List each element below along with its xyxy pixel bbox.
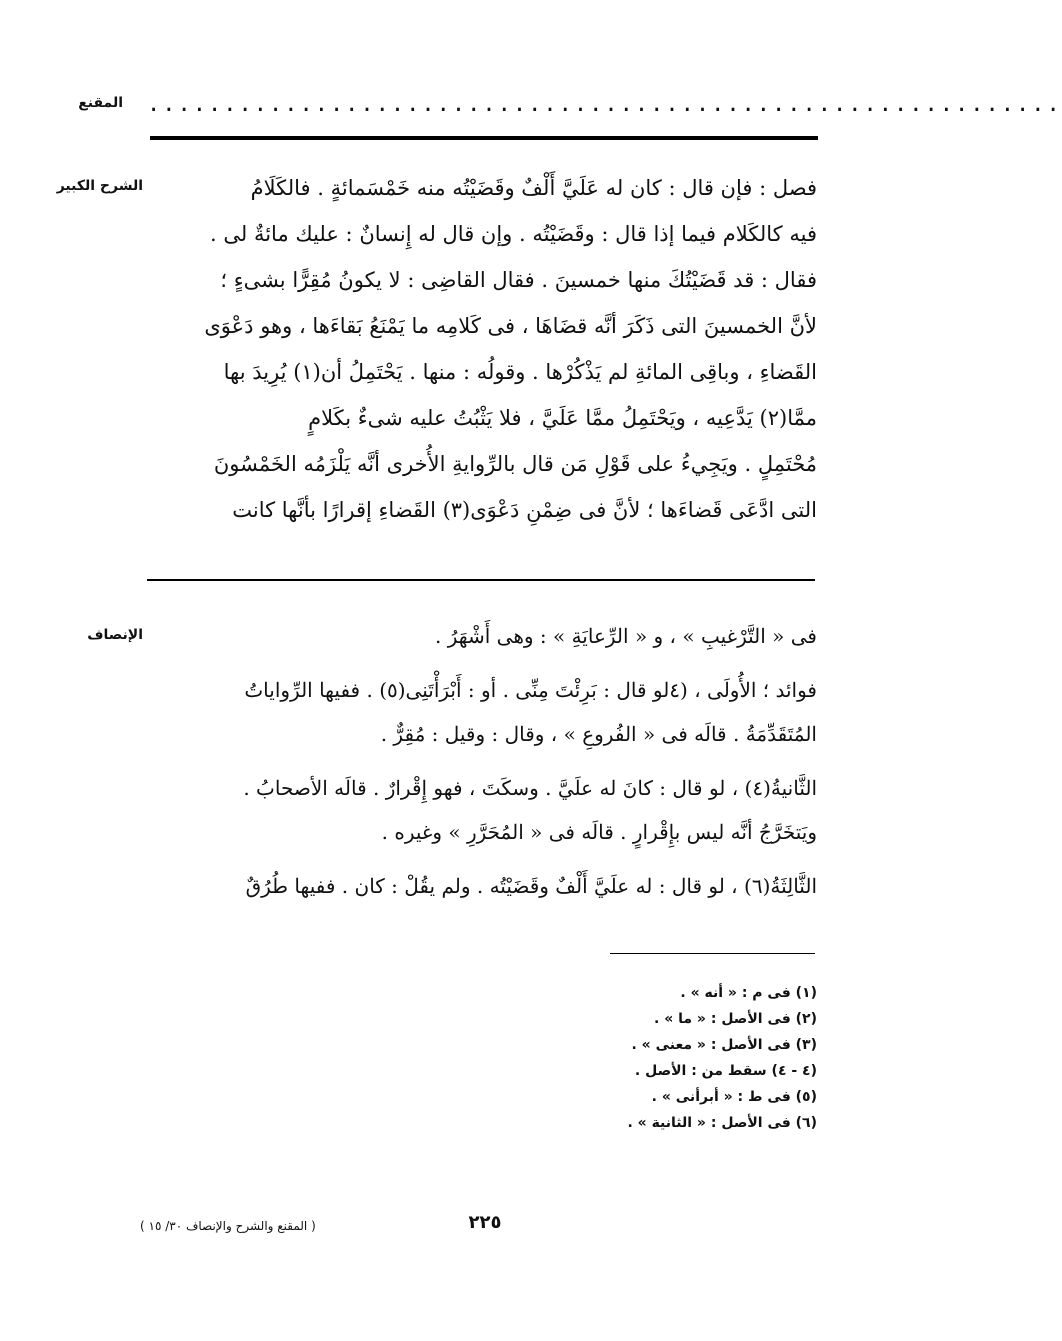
insaf-line: الثَّالِثَةُ(٦) ، لو قال : له علَيَّ أَلْفٌ وقَضَيْتُه . ولم يقُلْ : كان . ففيها طُرُقٌ bbox=[245, 874, 817, 898]
insaf-text-block bbox=[140, 614, 817, 908]
insaf-line: ويَتخَرَّجُ أنَّه ليس بإِقْرارٍ . قالَه فى « المُحَرَّرِ » وغيره . bbox=[381, 820, 817, 844]
footnote-rule bbox=[610, 953, 815, 954]
sharh-line: لأنَّ الخمسينَ التى ذَكَرَ أنَّه قضَاهَا ، فى كَلامِه ما يَمْنَعُ بَقاءَها ، وهو دَعْوَى bbox=[204, 314, 817, 338]
page-number: ٢٢٥ bbox=[468, 1212, 502, 1233]
section-divider bbox=[147, 579, 815, 581]
header-rule bbox=[150, 136, 818, 140]
running-title: المقنع bbox=[78, 95, 123, 111]
sharh-line: فيه كالكَلام فيما إذا قال : وقَضَيْتُه . وإن قال له إِنسانٌ : عليك مائةٌ لى . bbox=[210, 222, 817, 246]
footer-signature: ( المقنع والشرح والإنصاف ٣٠/ ١٥ ) bbox=[140, 1219, 316, 1233]
sharh-line: ممَّا(٢) يَدَّعِيه ، ويَحْتَمِلُ ممَّا عَلَيَّ ، فلا يَثْبُتُ عليه شىءٌ بكَلامٍ bbox=[308, 406, 817, 430]
footnote: (٣) فى الأصل : « معنى » . bbox=[631, 1037, 817, 1053]
insaf-line: الثَّانيةُ(٤) ، لو قال : كانَ له علَيَّ . وسكَتَ ، فهو إِقْرارٌ . قالَه الأصحابُ . bbox=[243, 776, 817, 800]
footnote: (١) فى م : « أنه » . bbox=[680, 985, 817, 1001]
leader-dots: ............................................................ bbox=[147, 92, 1062, 117]
footnote: (٥) فى ط : « أبرأنى » . bbox=[651, 1089, 817, 1105]
insaf-line: فوائد ؛ الأُولَى ، (٤لو قال : بَرِئْتَ مِنِّى . أو : أَبْرَأْتَنِى(٥) . ففيها الرِّواياتُ bbox=[244, 678, 817, 702]
sharh-line: فصل : فإن قال : كان له عَلَيَّ أَلْفٌ وقَضَيْتُه منه خَمْسَمائةٍ . فالكَلَامُ bbox=[250, 176, 817, 200]
footnote: (٢) فى الأصل : « ما » . bbox=[654, 1011, 817, 1027]
sharh-line: مُحْتَمِلٍ . ويَجِيءُ على قَوْلِ مَن قال بالرِّوايةِ الأُخرى أنَّه يَلْزَمُه الخَمْسُونَ bbox=[213, 452, 817, 476]
footnote: (٦) فى الأصل : « الثانية » . bbox=[627, 1115, 817, 1131]
sharh-text-block bbox=[140, 165, 817, 533]
sharh-line: فقال : قد قَضَيْتُكَ منها خمسينَ . فقال القاضِى : لا يكونُ مُقِرًّا بشىءٍ ؛ bbox=[220, 268, 817, 292]
insaf-line: فى « التَّرْغيبِ » ، و « الرِّعايَةِ » : وهى أَشْهَرُ . bbox=[435, 624, 817, 648]
sharh-side-label: الشرح الكبير bbox=[56, 178, 143, 194]
insaf-side-label: الإنصاف bbox=[87, 627, 143, 643]
sharh-line: القَضاءِ ، وباقِى المائةِ لم يَذْكُرْها . وقولُه : منها . يَحْتَمِلُ أن(١) يُرِيدَ بها bbox=[223, 360, 817, 384]
sharh-line: التى ادَّعَى قَضاءَها ؛ لأنَّ فى ضِمْنِ دَعْوَى(٣) القَضاءِ إقرارًا بأنَّها كانت bbox=[232, 498, 817, 522]
footnotes-block bbox=[440, 980, 817, 1136]
insaf-line: المُتَقَدِّمَةُ . قالَه فى « الفُروعِ » ، وقال : وقيل : مُقِرٌّ . bbox=[380, 722, 817, 746]
footnote: (٤ - ٤) سقط من : الأصل . bbox=[634, 1063, 817, 1079]
